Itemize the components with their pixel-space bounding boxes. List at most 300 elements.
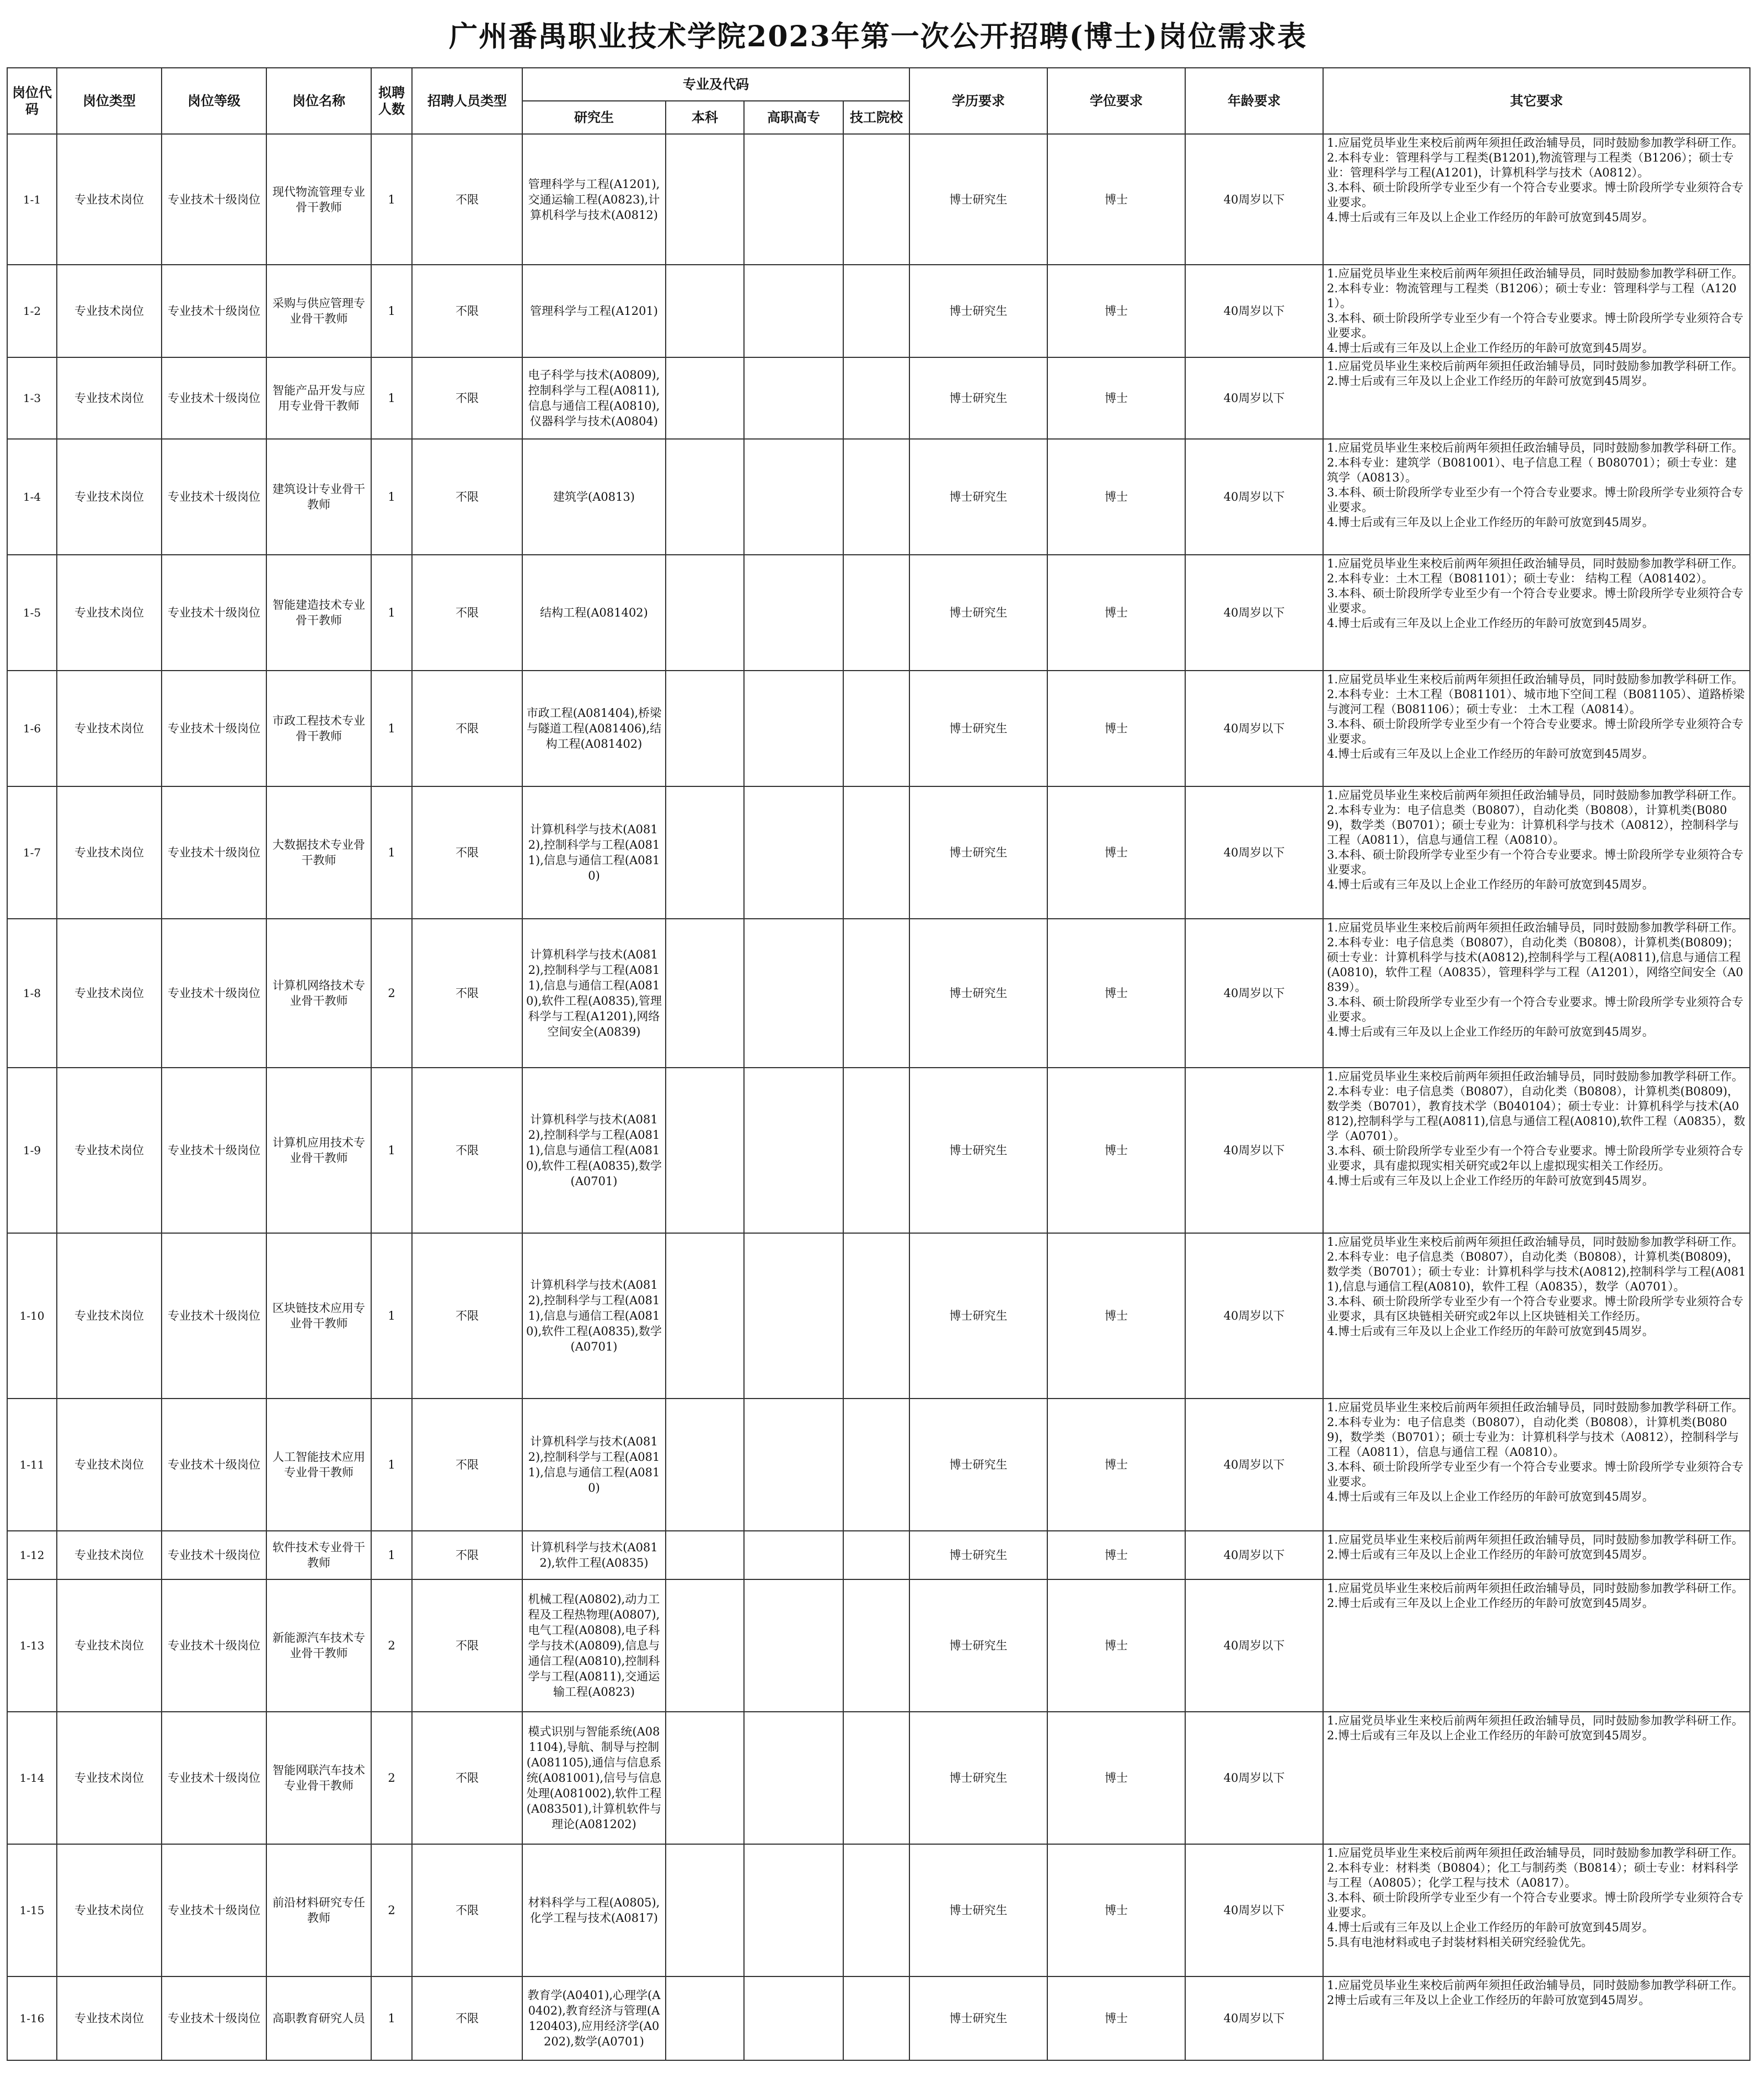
cell-degree: 博士 [1047,1579,1185,1712]
cell-count: 1 [371,786,412,919]
cell-degree: 博士 [1047,1976,1185,2060]
requirement-line: 4.博士后或有三年及以上企业工作经历的年龄可放宽到45周岁。 [1327,1174,1654,1187]
requirement-line: 4.博士后或有三年及以上企业工作经历的年龄可放宽到45周岁。 [1327,1921,1654,1934]
cell-other [1323,1399,1750,1531]
requirement-line: 2.本科专业：电子信息类（B0807），自动化类（B0808），计算机类(B0809)；硕士专业：计算机科学与技术(A0812),控制科学与工程(A0811),信息与通信工程(A0810)，软件工程（A0835），管理科学与工程（A1201），网络空间安全（A0839）。 [1327,936,1743,994]
cell-age: 40周岁以下 [1185,555,1323,671]
cell-tech-school [843,1233,909,1399]
cell-age: 40周岁以下 [1185,1068,1323,1233]
cell-person-type: 不限 [412,1399,522,1531]
table-row [7,555,1750,671]
cell-age: 40周岁以下 [1185,786,1323,919]
cell-code: 1-14 [7,1712,57,1844]
requirement-line: 2.本科专业为：电子信息类（B0807），自动化类（B0808），计算机类(B0809)，数学类（B0701）；硕士专业为：计算机科学与技术（A0812），控制科学与工程（A0811），信息与通信工程（A0810）。 [1327,1416,1739,1459]
cell-undergrad [666,786,744,919]
cell-tech-school [843,1531,909,1579]
cell-person-type: 不限 [412,439,522,555]
cell-degree: 博士 [1047,1844,1185,1976]
cell-tech-school [843,1712,909,1844]
cell-count: 1 [371,439,412,555]
requirement-line: 3.本科、硕士阶段所学专业至少有一个符合专业要求。博士阶段所学专业须符合专业要求。 [1327,848,1744,876]
requirement-line: 2.本科专业：土木工程（B081101）；硕士专业： 结构工程（A081402）。 [1327,572,1714,585]
cell-vocational [744,1712,843,1844]
table-row [7,1399,1750,1531]
cell-code: 1-11 [7,1399,57,1531]
cell-degree: 博士 [1047,1068,1185,1233]
cell-grad: 建筑学(A0813) [522,439,666,555]
cell-undergrad [666,919,744,1068]
header-degree: 学位要求 [1047,68,1185,134]
cell-other [1323,555,1750,671]
requirement-line: 4.博士后或有三年及以上企业工作经历的年龄可放宽到45周岁。 [1327,516,1654,529]
cell-age: 40周岁以下 [1185,1976,1323,2060]
cell-type: 专业技术岗位 [57,357,162,439]
cell-level: 专业技术十级岗位 [162,919,266,1068]
table-header [7,68,1750,134]
cell-other [1323,1712,1750,1844]
cell-code: 1-4 [7,439,57,555]
cell-level: 专业技术十级岗位 [162,1399,266,1531]
cell-count: 1 [371,1068,412,1233]
cell-type: 专业技术岗位 [57,786,162,919]
cell-vocational [744,786,843,919]
header-education: 学历要求 [909,68,1047,134]
cell-person-type: 不限 [412,671,522,786]
cell-level: 专业技术十级岗位 [162,439,266,555]
cell-undergrad [666,1976,744,2060]
cell-other [1323,1068,1750,1233]
cell-vocational [744,1844,843,1976]
requirement-line: 1.应届党员毕业生来校后前两年须担任政治辅导员，同时鼓励参加教学科研工作。 [1327,557,1744,570]
cell-grad: 计算机科学与技术(A0812),控制科学与工程(A0811),信息与通信工程(A0810) [522,786,666,919]
cell-person-type: 不限 [412,1976,522,2060]
cell-education: 博士研究生 [909,1712,1047,1844]
cell-undergrad [666,1712,744,1844]
requirement-line: 2.本科专业：管理科学与工程类(B1201),物流管理与工程类（B1206）；硕士专业：管理科学与工程(A1201)，计算机科学与技术（A0812）。 [1327,151,1734,179]
cell-level: 专业技术十级岗位 [162,786,266,919]
cell-other [1323,1233,1750,1399]
cell-vocational [744,1068,843,1233]
cell-name: 高职教育研究人员 [266,1976,371,2060]
requirement-line: 2.本科专业：材料类（B0804）；化工与制药类（B0814）；硕士专业：材料科学与工程（A0805）；化学工程与技术（A0817）。 [1327,1861,1738,1889]
cell-tech-school [843,786,909,919]
cell-person-type: 不限 [412,1531,522,1579]
header-code: 岗位代码 [7,68,57,134]
cell-code: 1-16 [7,1976,57,2060]
cell-vocational [744,1579,843,1712]
cell-code: 1-1 [7,134,57,265]
cell-other [1323,357,1750,439]
cell-other [1323,919,1750,1068]
table-row [7,134,1750,265]
cell-level: 专业技术十级岗位 [162,357,266,439]
cell-level: 专业技术十级岗位 [162,555,266,671]
cell-education: 博士研究生 [909,1579,1047,1712]
table-row [7,265,1750,357]
cell-undergrad [666,1844,744,1976]
cell-age: 40周岁以下 [1185,1844,1323,1976]
requirement-line: 3.本科、硕士阶段所学专业至少有一个符合专业要求。博士阶段所学专业须符合专业要求。 [1327,1460,1744,1488]
cell-undergrad [666,555,744,671]
cell-type: 专业技术岗位 [57,265,162,357]
cell-grad: 管理科学与工程(A1201) [522,265,666,357]
cell-age: 40周岁以下 [1185,357,1323,439]
cell-grad: 市政工程(A081404),桥梁与隧道工程(A081406),结构工程(A081402) [522,671,666,786]
cell-age: 40周岁以下 [1185,671,1323,786]
cell-undergrad [666,1531,744,1579]
cell-type: 专业技术岗位 [57,439,162,555]
cell-level: 专业技术十级岗位 [162,134,266,265]
cell-count: 1 [371,357,412,439]
cell-vocational [744,265,843,357]
requirement-line: 3.本科、硕士阶段所学专业至少有一个符合专业要求。博士阶段所学专业须符合专业要求。 [1327,486,1744,514]
requirement-line: 4.博士后或有三年及以上企业工作经历的年龄可放宽到45周岁。 [1327,1490,1654,1503]
cell-tech-school [843,1844,909,1976]
requirement-line: 3.本科、硕士阶段所学专业至少有一个符合专业要求。博士阶段所学专业须符合专业要求，具有虚拟现实相关研究或2年以上虚拟现实相关工作经历。 [1327,1144,1744,1172]
cell-grad: 计算机科学与技术(A0812),软件工程(A0835) [522,1531,666,1579]
cell-grad: 教育学(A0401),心理学(A0402),教育经济与管理(A120403),应用经济学(A0202),数学(A0701) [522,1976,666,2060]
cell-education: 博士研究生 [909,134,1047,265]
cell-education: 博士研究生 [909,1399,1047,1531]
cell-other [1323,1579,1750,1712]
cell-type: 专业技术岗位 [57,919,162,1068]
requirement-line: 1.应届党员毕业生来校后前两年须担任政治辅导员，同时鼓励参加教学科研工作。 [1327,1846,1744,1860]
requirement-line: 3.本科、硕士阶段所学专业至少有一个符合专业要求。博士阶段所学专业须符合专业要求。 [1327,587,1744,615]
header-undergrad: 本科 [666,101,744,134]
cell-degree: 博士 [1047,1531,1185,1579]
header-vocational: 高职高专 [744,101,843,134]
requirement-line: 4.博士后或有三年及以上企业工作经历的年龄可放宽到45周岁。 [1327,341,1654,355]
cell-type: 专业技术岗位 [57,555,162,671]
cell-tech-school [843,134,909,265]
cell-level: 专业技术十级岗位 [162,671,266,786]
requirement-line: 2.本科专业：电子信息类（B0807），自动化类（B0808），计算机类(B0809)，数学类（B0701）；硕士专业：计算机科学与技术(A0812),控制科学与工程(A0811),信息与通信工程(A0810)，软件工程（A0835），数学（A0701）。 [1327,1250,1746,1293]
cell-age: 40周岁以下 [1185,1531,1323,1579]
cell-tech-school [843,439,909,555]
header-name: 岗位名称 [266,68,371,134]
cell-age: 40周岁以下 [1185,1399,1323,1531]
cell-grad: 模式识别与智能系统(A081104),导航、制导与控制(A081105),通信与信息系统(A081001),信号与信息处理(A081002),软件工程(A083501),计算机软件与理论(A081202) [522,1712,666,1844]
cell-grad: 计算机科学与技术(A0812),控制科学与工程(A0811),信息与通信工程(A0810),软件工程(A0835),数学(A0701) [522,1233,666,1399]
cell-code: 1-3 [7,357,57,439]
requirement-line: 1.应届党员毕业生来校后前两年须担任政治辅导员，同时鼓励参加教学科研工作。 [1327,360,1744,373]
cell-name: 建筑设计专业骨干教师 [266,439,371,555]
requirement-line: 4.博士后或有三年及以上企业工作经历的年龄可放宽到45周岁。 [1327,211,1654,224]
cell-undergrad [666,265,744,357]
cell-count: 2 [371,1712,412,1844]
cell-person-type: 不限 [412,919,522,1068]
cell-code: 1-13 [7,1579,57,1712]
cell-count: 1 [371,671,412,786]
cell-education: 博士研究生 [909,439,1047,555]
cell-type: 专业技术岗位 [57,1712,162,1844]
requirement-line: 1.应届党员毕业生来校后前两年须担任政治辅导员，同时鼓励参加教学科研工作。 [1327,136,1744,149]
cell-undergrad [666,1233,744,1399]
cell-type: 专业技术岗位 [57,1068,162,1233]
cell-vocational [744,671,843,786]
header-person-type: 招聘人员类型 [412,68,522,134]
cell-code: 1-10 [7,1233,57,1399]
cell-name: 新能源汽车技术专业骨干教师 [266,1579,371,1712]
cell-other [1323,1531,1750,1579]
cell-other [1323,134,1750,265]
recruitment-sheet [7,0,1749,2061]
cell-count: 2 [371,919,412,1068]
cell-level: 专业技术十级岗位 [162,1712,266,1844]
table-row [7,1531,1750,1579]
cell-vocational [744,1531,843,1579]
cell-name: 计算机网络技术专业骨干教师 [266,919,371,1068]
requirement-line: 3.本科、硕士阶段所学专业至少有一个符合专业要求。博士阶段所学专业须符合专业要求。 [1327,1891,1744,1919]
cell-person-type: 不限 [412,134,522,265]
cell-undergrad [666,134,744,265]
header-count: 拟聘人数 [371,68,412,134]
table-row [7,1233,1750,1399]
cell-name: 计算机应用技术专业骨干教师 [266,1068,371,1233]
positions-table [7,67,1750,2061]
requirement-line: 4.博士后或有三年及以上企业工作经历的年龄可放宽到45周岁。 [1327,1325,1654,1338]
cell-type: 专业技术岗位 [57,1976,162,2060]
cell-code: 1-5 [7,555,57,671]
cell-count: 1 [371,555,412,671]
requirement-line: 1.应届党员毕业生来校后前两年须担任政治辅导员，同时鼓励参加教学科研工作。 [1327,1533,1744,1546]
cell-education: 博士研究生 [909,1068,1047,1233]
cell-tech-school [843,671,909,786]
requirement-line: 1.应届党员毕业生来校后前两年须担任政治辅导员，同时鼓励参加教学科研工作。 [1327,673,1744,686]
cell-education: 博士研究生 [909,671,1047,786]
cell-name: 大数据技术专业骨干教师 [266,786,371,919]
cell-education: 博士研究生 [909,265,1047,357]
header-type: 岗位类型 [57,68,162,134]
cell-age: 40周岁以下 [1185,265,1323,357]
header-other: 其它要求 [1323,68,1750,134]
cell-other [1323,671,1750,786]
cell-level: 专业技术十级岗位 [162,1233,266,1399]
requirement-line: 1.应届党员毕业生来校后前两年须担任政治辅导员，同时鼓励参加教学科研工作。 [1327,1714,1744,1727]
cell-person-type: 不限 [412,1579,522,1712]
cell-level: 专业技术十级岗位 [162,265,266,357]
requirement-line: 2.博士后或有三年及以上企业工作经历的年龄可放宽到45周岁。 [1327,1729,1654,1742]
cell-count: 1 [371,1976,412,2060]
cell-degree: 博士 [1047,439,1185,555]
cell-code: 1-9 [7,1068,57,1233]
cell-vocational [744,555,843,671]
cell-undergrad [666,1068,744,1233]
cell-education: 博士研究生 [909,555,1047,671]
table-row [7,439,1750,555]
cell-code: 1-15 [7,1844,57,1976]
cell-other [1323,265,1750,357]
cell-person-type: 不限 [412,1712,522,1844]
requirement-line: 1.应届党员毕业生来校后前两年须担任政治辅导员，同时鼓励参加教学科研工作。 [1327,267,1744,280]
cell-tech-school [843,1579,909,1712]
cell-type: 专业技术岗位 [57,1233,162,1399]
cell-other [1323,786,1750,919]
cell-grad: 计算机科学与技术(A0812),控制科学与工程(A0811),信息与通信工程(A0810) [522,1399,666,1531]
requirement-line: 2.本科专业：物流管理与工程类（B1206）；硕士专业：管理科学与工程（A1201）。 [1327,282,1737,310]
cell-vocational [744,1233,843,1399]
cell-type: 专业技术岗位 [57,1531,162,1579]
requirement-line: 1.应届党员毕业生来校后前两年须担任政治辅导员，同时鼓励参加教学科研工作。 [1327,1070,1744,1083]
cell-education: 博士研究生 [909,357,1047,439]
cell-degree: 博士 [1047,1712,1185,1844]
cell-degree: 博士 [1047,1399,1185,1531]
cell-degree: 博士 [1047,671,1185,786]
cell-type: 专业技术岗位 [57,1579,162,1712]
cell-tech-school [843,919,909,1068]
cell-level: 专业技术十级岗位 [162,1068,266,1233]
requirement-line: 2.本科专业：电子信息类（B0807），自动化类（B0808），计算机类(B0809)，数学类（B0701），教育技术学（B040104）；硕士专业：计算机科学与技术(A0812),控制科学与工程(A0811),信息与通信工程(A0810),软件工程（A0835），数学（A0701）。 [1327,1085,1746,1143]
cell-code: 1-12 [7,1531,57,1579]
requirement-line: 1.应届党员毕业生来校后前两年须担任政治辅导员，同时鼓励参加教学科研工作。 [1327,789,1744,802]
cell-type: 专业技术岗位 [57,1844,162,1976]
cell-person-type: 不限 [412,357,522,439]
cell-level: 专业技术十级岗位 [162,1844,266,1976]
cell-vocational [744,134,843,265]
requirement-line: 5.具有电池材料或电子封装材料相关研究经验优先。 [1327,1936,1593,1949]
cell-name: 市政工程技术专业骨干教师 [266,671,371,786]
requirement-line: 2.博士后或有三年及以上企业工作经历的年龄可放宽到45周岁。 [1327,1597,1654,1610]
requirement-line: 2.博士后或有三年及以上企业工作经历的年龄可放宽到45周岁。 [1327,1548,1654,1561]
cell-education: 博士研究生 [909,1531,1047,1579]
cell-grad: 结构工程(A081402) [522,555,666,671]
table-row [7,1844,1750,1976]
requirement-line: 3.本科、硕士阶段所学专业至少有一个符合专业要求。博士阶段所学专业须符合专业要求。 [1327,717,1744,746]
requirement-line: 2.本科专业：建筑学（B081001）、电子信息工程（ B080701）；硕士专业：建筑学（A0813）。 [1327,456,1737,484]
cell-education: 博士研究生 [909,1976,1047,2060]
cell-vocational [744,1399,843,1531]
cell-grad: 电子科学与技术(A0809),控制科学与工程(A0811),信息与通信工程(A0810),仪器科学与技术(A0804) [522,357,666,439]
cell-grad: 机械工程(A0802),动力工程及工程热物理(A0807),电气工程(A0808),电子科学与技术(A0809),信息与通信工程(A0810),控制科学与工程(A0811),交通运输工程(A0823) [522,1579,666,1712]
cell-undergrad [666,671,744,786]
cell-degree: 博士 [1047,1233,1185,1399]
cell-tech-school [843,1976,909,2060]
header-grad: 研究生 [522,101,666,134]
cell-age: 40周岁以下 [1185,134,1323,265]
cell-vocational [744,357,843,439]
cell-tech-school [843,1068,909,1233]
cell-tech-school [843,265,909,357]
requirement-line: 4.博士后或有三年及以上企业工作经历的年龄可放宽到45周岁。 [1327,1025,1654,1038]
cell-degree: 博士 [1047,919,1185,1068]
cell-other [1323,1976,1750,2060]
cell-education: 博士研究生 [909,786,1047,919]
requirement-line: 1.应届党员毕业生来校后前两年须担任政治辅导员，同时鼓励参加教学科研工作。 [1327,1235,1744,1249]
cell-name: 区块链技术应用专业骨干教师 [266,1233,371,1399]
cell-name: 现代物流管理专业骨干教师 [266,134,371,265]
cell-education: 博士研究生 [909,1844,1047,1976]
table-body [7,134,1750,2060]
requirement-line: 3.本科、硕士阶段所学专业至少有一个符合专业要求。博士阶段所学专业须符合专业要求。 [1327,312,1744,340]
cell-degree: 博士 [1047,134,1185,265]
cell-type: 专业技术岗位 [57,134,162,265]
cell-person-type: 不限 [412,1233,522,1399]
cell-education: 博士研究生 [909,919,1047,1068]
requirement-line: 2.本科专业为：电子信息类（B0807），自动化类（B0808），计算机类(B0809)，数学类（B0701）；硕士专业为：计算机科学与技术（A0812），控制科学与工程（A0811），信息与通信工程（A0810）。 [1327,803,1739,847]
cell-person-type: 不限 [412,1068,522,1233]
cell-tech-school [843,1399,909,1531]
cell-code: 1-6 [7,671,57,786]
requirement-line: 1.应届党员毕业生来校后前两年须担任政治辅导员，同时鼓励参加教学科研工作。 [1327,921,1744,934]
cell-undergrad [666,1579,744,1712]
cell-grad: 材料科学与工程(A0805),化学工程与技术(A0817) [522,1844,666,1976]
cell-tech-school [843,555,909,671]
requirement-line: 1.应届党员毕业生来校后前两年须担任政治辅导员，同时鼓励参加教学科研工作。 [1327,1401,1744,1414]
table-row [7,1976,1750,2060]
cell-grad: 计算机科学与技术(A0812),控制科学与工程(A0811),信息与通信工程(A0810),软件工程(A0835),管理科学与工程(A1201),网络空间安全(A0839) [522,919,666,1068]
requirement-line: 3.本科、硕士阶段所学专业至少有一个符合专业要求。博士阶段所学专业须符合专业要求。 [1327,181,1744,209]
cell-count: 1 [371,134,412,265]
cell-undergrad [666,439,744,555]
cell-age: 40周岁以下 [1185,439,1323,555]
cell-vocational [744,1976,843,2060]
cell-type: 专业技术岗位 [57,1399,162,1531]
header-tech-school: 技工院校 [843,101,909,134]
cell-name: 智能网联汽车技术专业骨干教师 [266,1712,371,1844]
table-row [7,1068,1750,1233]
table-row [7,357,1750,439]
sheet-title: 广州番禺职业技术学院2023年第一次公开招聘(博士)岗位需求表 [449,19,1307,53]
cell-code: 1-7 [7,786,57,919]
header-age: 年龄要求 [1185,68,1323,134]
cell-education: 博士研究生 [909,1233,1047,1399]
cell-count: 2 [371,1844,412,1976]
table-row [7,786,1750,919]
table-row [7,671,1750,786]
cell-vocational [744,439,843,555]
cell-level: 专业技术十级岗位 [162,1976,266,2060]
cell-vocational [744,919,843,1068]
cell-person-type: 不限 [412,265,522,357]
requirement-line: 1.应届党员毕业生来校后前两年须担任政治辅导员，同时鼓励参加教学科研工作。 [1327,441,1744,454]
cell-level: 专业技术十级岗位 [162,1531,266,1579]
cell-name: 人工智能技术应用专业骨干教师 [266,1399,371,1531]
cell-degree: 博士 [1047,265,1185,357]
cell-person-type: 不限 [412,786,522,919]
header-major-group: 专业及代码 [522,68,909,101]
cell-name: 前沿材料研究专任教师 [266,1844,371,1976]
cell-age: 40周岁以下 [1185,919,1323,1068]
cell-count: 1 [371,1233,412,1399]
cell-age: 40周岁以下 [1185,1579,1323,1712]
cell-grad: 管理科学与工程(A1201),交通运输工程(A0823),计算机科学与技术(A0812) [522,134,666,265]
cell-undergrad [666,357,744,439]
cell-code: 1-2 [7,265,57,357]
cell-degree: 博士 [1047,786,1185,919]
cell-person-type: 不限 [412,1844,522,1976]
requirement-line: 4.博士后或有三年及以上企业工作经历的年龄可放宽到45周岁。 [1327,747,1654,760]
cell-name: 软件技术专业骨干教师 [266,1531,371,1579]
requirement-line: 3.本科、硕士阶段所学专业至少有一个符合专业要求。博士阶段所学专业须符合专业要求。 [1327,995,1744,1024]
requirement-line: 2博士后或有三年及以上企业工作经历的年龄可放宽到45周岁。 [1327,1994,1651,2007]
cell-other [1323,1844,1750,1976]
table-row [7,1712,1750,1844]
cell-grad: 计算机科学与技术(A0812),控制科学与工程(A0811),信息与通信工程(A0810),软件工程(A0835),数学(A0701) [522,1068,666,1233]
table-row [7,1579,1750,1712]
header-level: 岗位等级 [162,68,266,134]
cell-count: 1 [371,265,412,357]
cell-degree: 博士 [1047,555,1185,671]
requirement-line: 2.本科专业：土木工程（B081101）、城市地下空间工程（B081105）、道路桥梁与渡河工程（B081106）；硕士专业： 土木工程（A0814）。 [1327,688,1745,716]
cell-name: 采购与供应管理专业骨干教师 [266,265,371,357]
cell-count: 1 [371,1399,412,1531]
cell-name: 智能建造技术专业骨干教师 [266,555,371,671]
requirement-line: 1.应届党员毕业生来校后前两年须担任政治辅导员，同时鼓励参加教学科研工作。 [1327,1582,1744,1595]
cell-count: 2 [371,1579,412,1712]
cell-count: 1 [371,1531,412,1579]
cell-level: 专业技术十级岗位 [162,1579,266,1712]
requirement-line: 3.本科、硕士阶段所学专业至少有一个符合专业要求。博士阶段所学专业须符合专业要求，具有区块链相关研究或2年以上区块链相关工作经历。 [1327,1295,1744,1323]
